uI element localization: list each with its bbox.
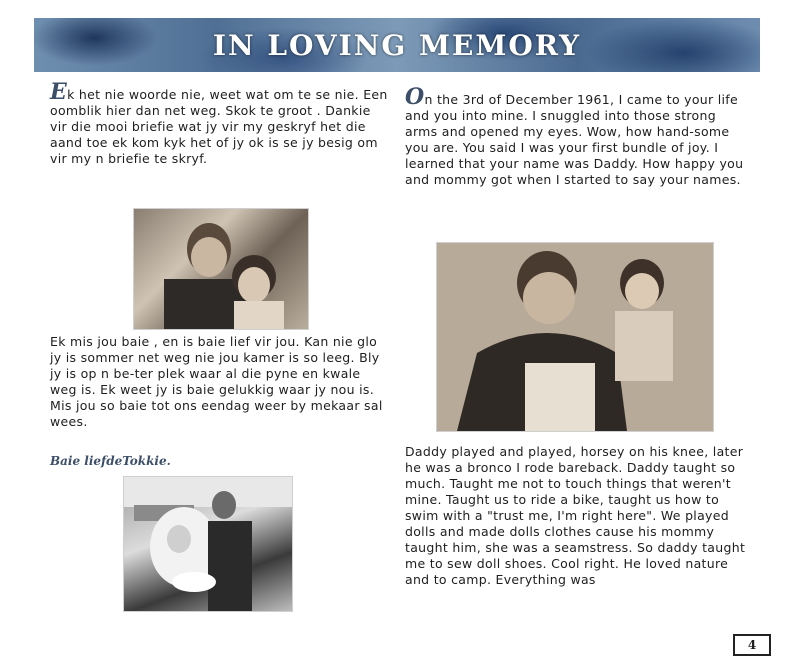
father-daughter-photo xyxy=(436,242,714,432)
wedding-photo-illustration xyxy=(124,477,292,611)
page-number: 4 xyxy=(733,634,771,656)
page-title: IN LOVING MEMORY xyxy=(212,29,582,62)
signoff: Baie liefdeTokkie. xyxy=(50,454,171,468)
right-paragraph-1-text: n the 3rd of December 1961, I came to your life and you into mine. I snuggled into those strong arms and opened my eyes. Wow, how hand-some you are. You said I was your first bundle of joy. I learned that your name was Daddy. How happy you and mommy got when I started to say your names. xyxy=(405,92,744,187)
wedding-photo xyxy=(123,476,293,612)
right-paragraph-1 xyxy=(405,84,750,188)
drop-cap-o: O xyxy=(405,84,425,110)
left-paragraph-2-text: Ek mis jou baie , en is baie lief vir jou. Kan nie glo jy is sommer net weg nie jou kamer is so leeg. Bly jy is op n be-ter plek waar al die pyne en kwale weg is. Ek weet jy is baie gelukkig waar jy nou is. Mis jou so baie tot ons eendag weer by mekaar sal wees. xyxy=(50,334,383,429)
drop-cap-e: E xyxy=(50,79,68,105)
couple-photo-illustration xyxy=(134,209,308,329)
left-paragraph-1 xyxy=(50,79,390,167)
father-daughter-photo-illustration xyxy=(437,243,713,431)
left-paragraph-2 xyxy=(50,334,390,430)
right-paragraph-2-text: Daddy played and played, horsey on his knee, later he was a bronco I rode bareback. Daddy taught so much. Taught me not to touch things that weren't mine. Taught us to ride a bike, taught us how to swim with a "trust me, I'm right here". We played dolls and made dolls clothes cause his mommy taught him, she was a seamstress. So daddy taught me to sew doll shoes. Cool right. He loved nature and to camp. Everything was xyxy=(405,444,746,587)
header-banner xyxy=(34,18,760,72)
couple-photo xyxy=(133,208,309,330)
right-paragraph-2 xyxy=(405,444,750,588)
left-paragraph-1-text: k het nie woorde nie, weet wat om te se nie. Een oomblik hier dan net weg. Skok te groot . Dankie vir die mooi briefie wat jy vir my geskryf het die aand toe ek kom kyk het of jy ok is se jy besig om vir my n briefie te skryf. xyxy=(50,87,388,166)
